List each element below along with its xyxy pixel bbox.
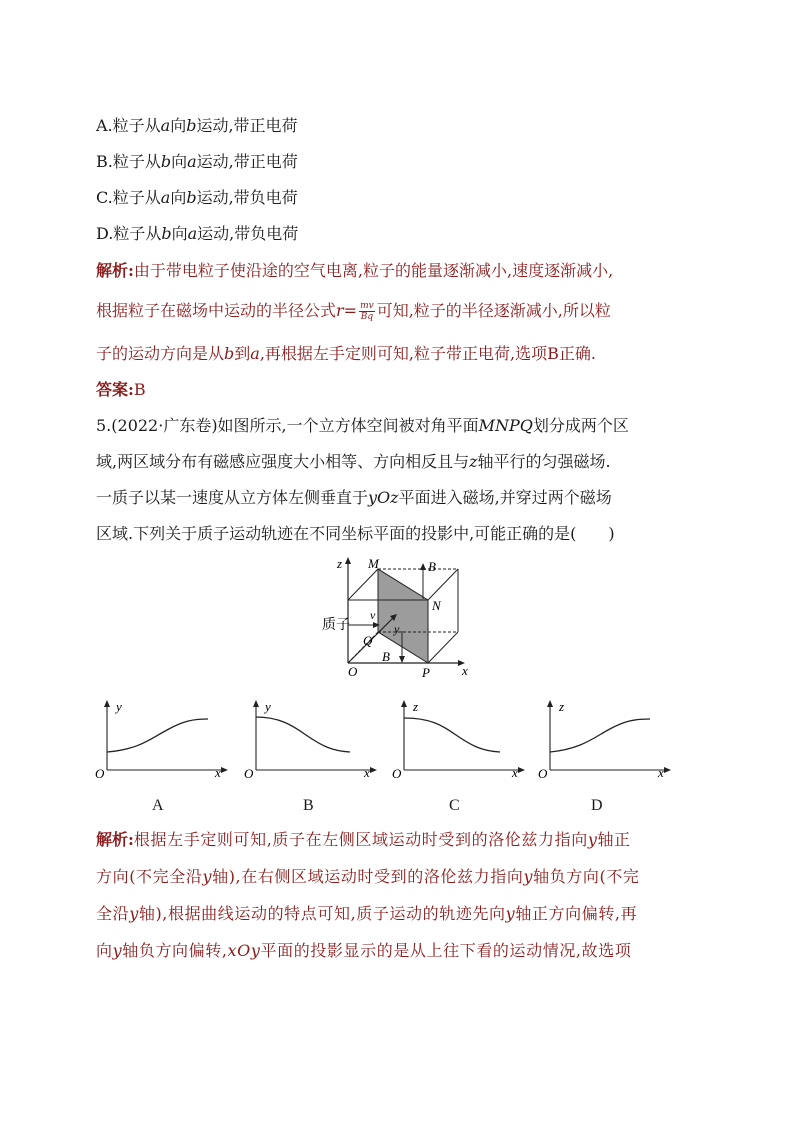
graph-a [95, 697, 230, 782]
trajectory-curve [107, 719, 208, 752]
label-v: v [370, 608, 376, 622]
origin-label: O [392, 766, 402, 781]
axis-label-y: y [265, 699, 271, 714]
trajectory-curve [550, 719, 650, 752]
analysis-q4-line1: 解析:由于带电粒子使沿途的空气电离,粒子的能量逐渐减小,速度逐渐减小, [96, 261, 614, 280]
axis-label-z: z [413, 699, 419, 714]
analysis-q5-line1: 解析:根据左手定则可知,质子在左侧区域运动时受到的洛伦兹力指向y轴正 [96, 830, 631, 849]
q5-line2: 域,两区域分布有磁感应强度大小相等、方向相反且与z轴平行的匀强磁场. [96, 452, 611, 471]
option-d: D.粒子从b向a运动,带负电荷 [96, 224, 299, 243]
cube-figure [310, 555, 490, 680]
origin-label: O [538, 766, 548, 781]
trajectory-curve [256, 717, 350, 752]
q5-line4: 区域.下列关于质子运动轨迹在不同坐标平面的投影中,可能正确的是( ) [96, 524, 615, 543]
analysis-label: 解析: [96, 261, 134, 280]
label-proton: 质子 [322, 617, 350, 633]
answer-q4: 答案:B [96, 380, 146, 399]
option-a: A.粒子从a向b运动,带正电荷 [96, 116, 298, 135]
label-b-bottom: B [382, 649, 390, 664]
graph-label-b: B [303, 797, 314, 814]
graph-d [538, 697, 673, 782]
axis-label-x: x [512, 765, 518, 780]
label-o: O [348, 664, 358, 679]
axis-label-x: x [658, 765, 664, 780]
option-c: C.粒子从a向b运动,带负电荷 [96, 188, 298, 207]
axis-label-z: z [559, 699, 565, 714]
origin-label: O [244, 766, 254, 781]
label-z: z [337, 556, 343, 571]
analysis-q5-line4: 向y轴负方向偏转,xOy平面的投影显示的是从上往下看的运动情况,故选项 [96, 941, 632, 960]
axis-label-x: x [364, 765, 370, 780]
axis-label-y: y [116, 699, 122, 714]
axis-label-x: x [215, 765, 221, 780]
graph-c [392, 697, 527, 782]
q5-line3: 一质子以某一速度从立方体左侧垂直于yOz平面进入磁场,并穿过两个磁场 [96, 488, 612, 507]
option-b: B.粒子从b向a运动,带正电荷 [96, 152, 298, 171]
graph-label-c: C [449, 797, 460, 814]
analysis-q5-line3: 全沿y轴),根据曲线运动的特点可知,质子运动的轨迹先向y轴正方向偏转,再 [96, 904, 638, 923]
label-q: Q [363, 633, 373, 648]
label-n: N [432, 598, 441, 613]
label-m: M [368, 556, 379, 571]
radius-fraction: $\frac{mv}{Bq}$ [360, 301, 374, 322]
graph-label-d: D [591, 797, 603, 814]
label-x: x [462, 663, 468, 678]
label-y: y [394, 622, 400, 636]
analysis-q5-line2: 方向(不完全沿y轴),在右侧区域运动时受到的洛伦兹力指向y轴负方向(不完 [96, 867, 640, 886]
graph-b [244, 697, 379, 782]
label-b-top: B [428, 559, 436, 574]
origin-label: O [95, 766, 105, 781]
analysis-q4-line3: 子的运动方向是从b到a,再根据左手定则可知,粒子带正电荷,选项B正确. [96, 344, 596, 363]
q5-line1: 5.(2022·广东卷)如图所示,一个立方体空间被对角平面MNPQ划分成两个区 [96, 416, 629, 435]
graph-label-a: A [152, 797, 164, 814]
trajectory-curve [404, 718, 500, 752]
analysis-q4-line2: 根据粒子在磁场中运动的半径公式r= $\frac{mv}{Bq}$ 可知,粒子的半径逐渐减小,所以粒 [96, 301, 611, 322]
label-p: P [422, 665, 430, 680]
